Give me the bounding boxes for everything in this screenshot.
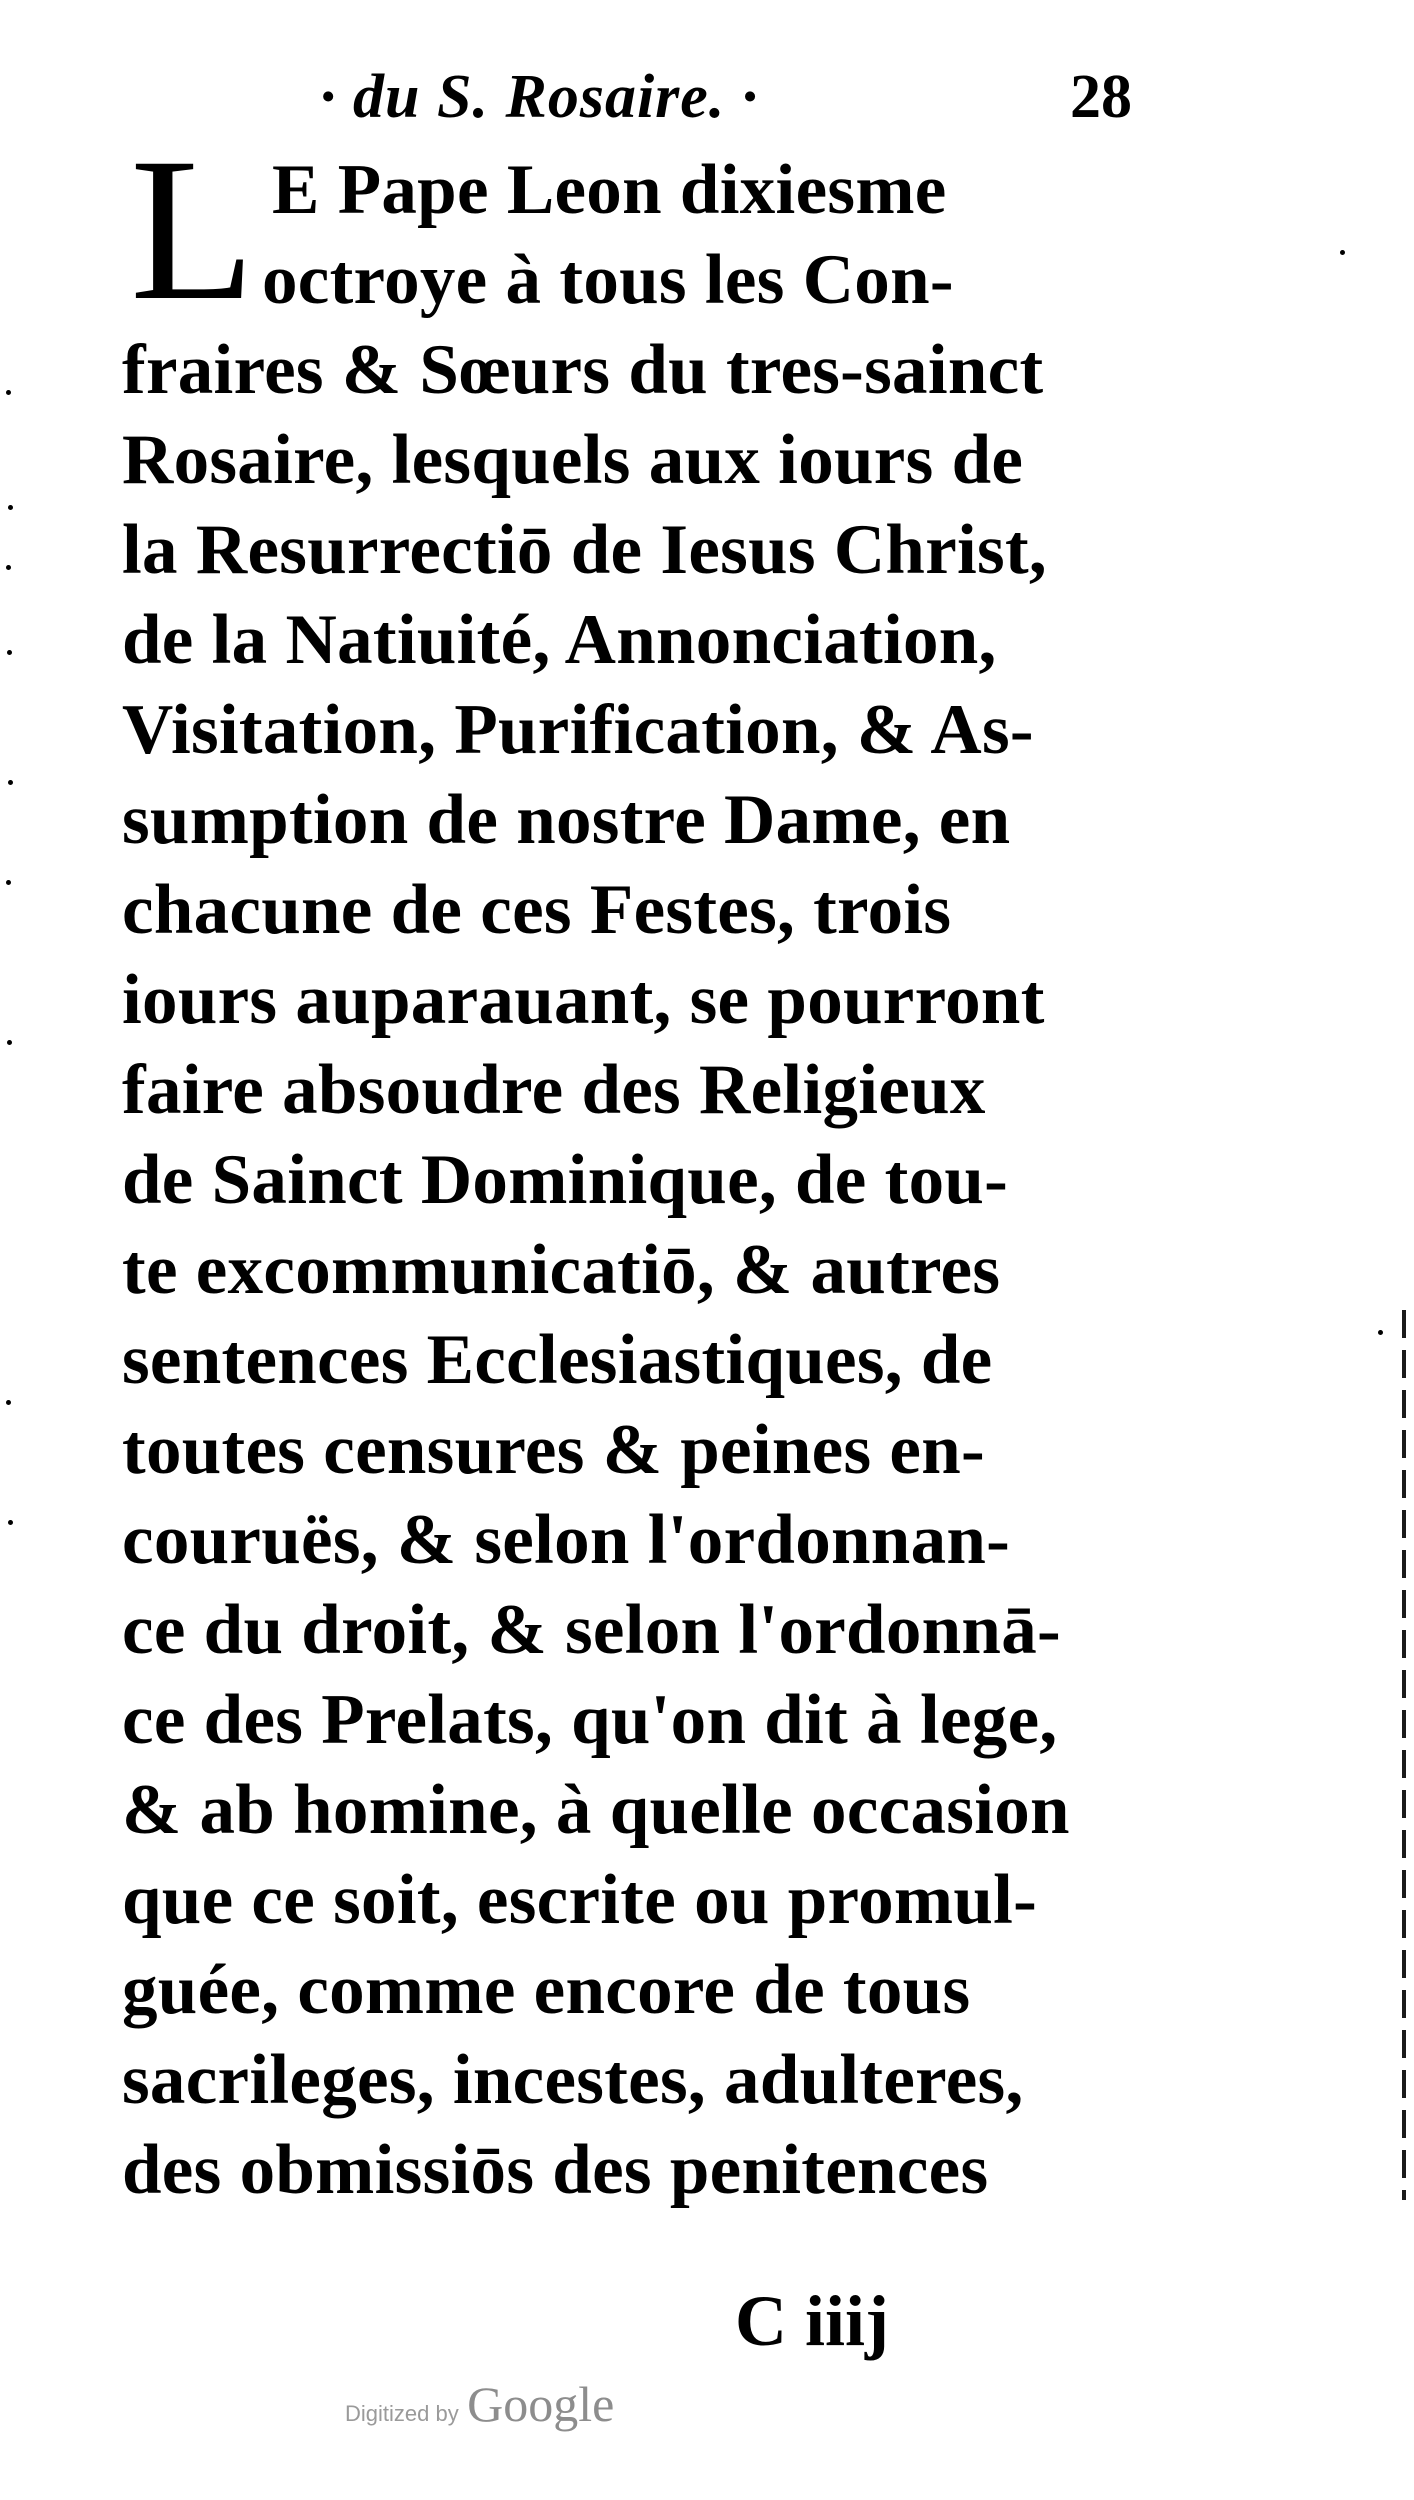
text-line: sumption de nostre Dame, en <box>122 781 1011 859</box>
text-line: toutes censures & peines en- <box>122 1411 985 1489</box>
margin-speck <box>7 650 12 655</box>
text-line: la Resurrectiō de Iesus Christ, <box>122 511 1047 589</box>
text-line: Visitation, Purification, & As- <box>122 691 1034 769</box>
text-line: E Pape Leon dixiesme <box>272 151 947 229</box>
text-line: sentences Ecclesiastiques, de <box>122 1321 993 1399</box>
text-line: chacune de ces Festes, trois <box>122 871 952 949</box>
margin-speck <box>6 565 11 570</box>
margin-speck <box>6 390 11 395</box>
text-line: & ab homine, à quelle occasion <box>122 1771 1070 1849</box>
margin-speck <box>7 1040 12 1045</box>
text-line: de la Natiuité, Annonciation, <box>122 601 997 679</box>
text-line: guée, comme encore de tous <box>122 1951 971 2029</box>
text-line: iours auparauant, se pourront <box>122 961 1045 1039</box>
text-line: octroye à tous les Con- <box>262 241 954 319</box>
running-title: · du S. Rosaire. · <box>320 63 759 131</box>
page-number: 28 <box>1070 63 1132 131</box>
text-line: couruës, & selon l'ordonnan- <box>122 1501 1011 1579</box>
margin-speck <box>1378 1330 1383 1335</box>
text-line: te excommunicatiō, & autres <box>122 1231 1001 1309</box>
text-line: sacrileges, incestes, adulteres, <box>122 2041 1024 2119</box>
margin-speck <box>8 780 13 785</box>
digitized-by-label: Digitized by <box>345 2401 459 2426</box>
catchword: C iiij <box>735 2281 889 2361</box>
text-line: de Sainct Dominique, de tou- <box>122 1141 1009 1219</box>
google-logo: Google <box>467 2376 615 2432</box>
margin-speck <box>6 880 11 885</box>
page-edge-rule <box>1402 1310 1406 2200</box>
digitized-watermark <box>345 2375 614 2433</box>
text-line: Rosaire, lesquels aux iours de <box>122 421 1024 499</box>
margin-speck <box>1340 250 1345 255</box>
margin-speck <box>6 1400 11 1405</box>
drop-cap: L <box>130 116 256 343</box>
text-line: fraires & Sœurs du tres-sainct <box>122 331 1044 409</box>
text-line: des obmissiōs des penitences <box>122 2131 989 2209</box>
text-line: ce du droit, & selon l'ordonnā- <box>122 1591 1061 1669</box>
margin-speck <box>8 1520 13 1525</box>
text-line: ce des Prelats, qu'on dit à lege, <box>122 1681 1058 1759</box>
text-line: faire absoudre des Religieux <box>122 1051 986 1129</box>
margin-speck <box>8 505 13 510</box>
text-line: que ce soit, escrite ou promul- <box>122 1861 1038 1939</box>
